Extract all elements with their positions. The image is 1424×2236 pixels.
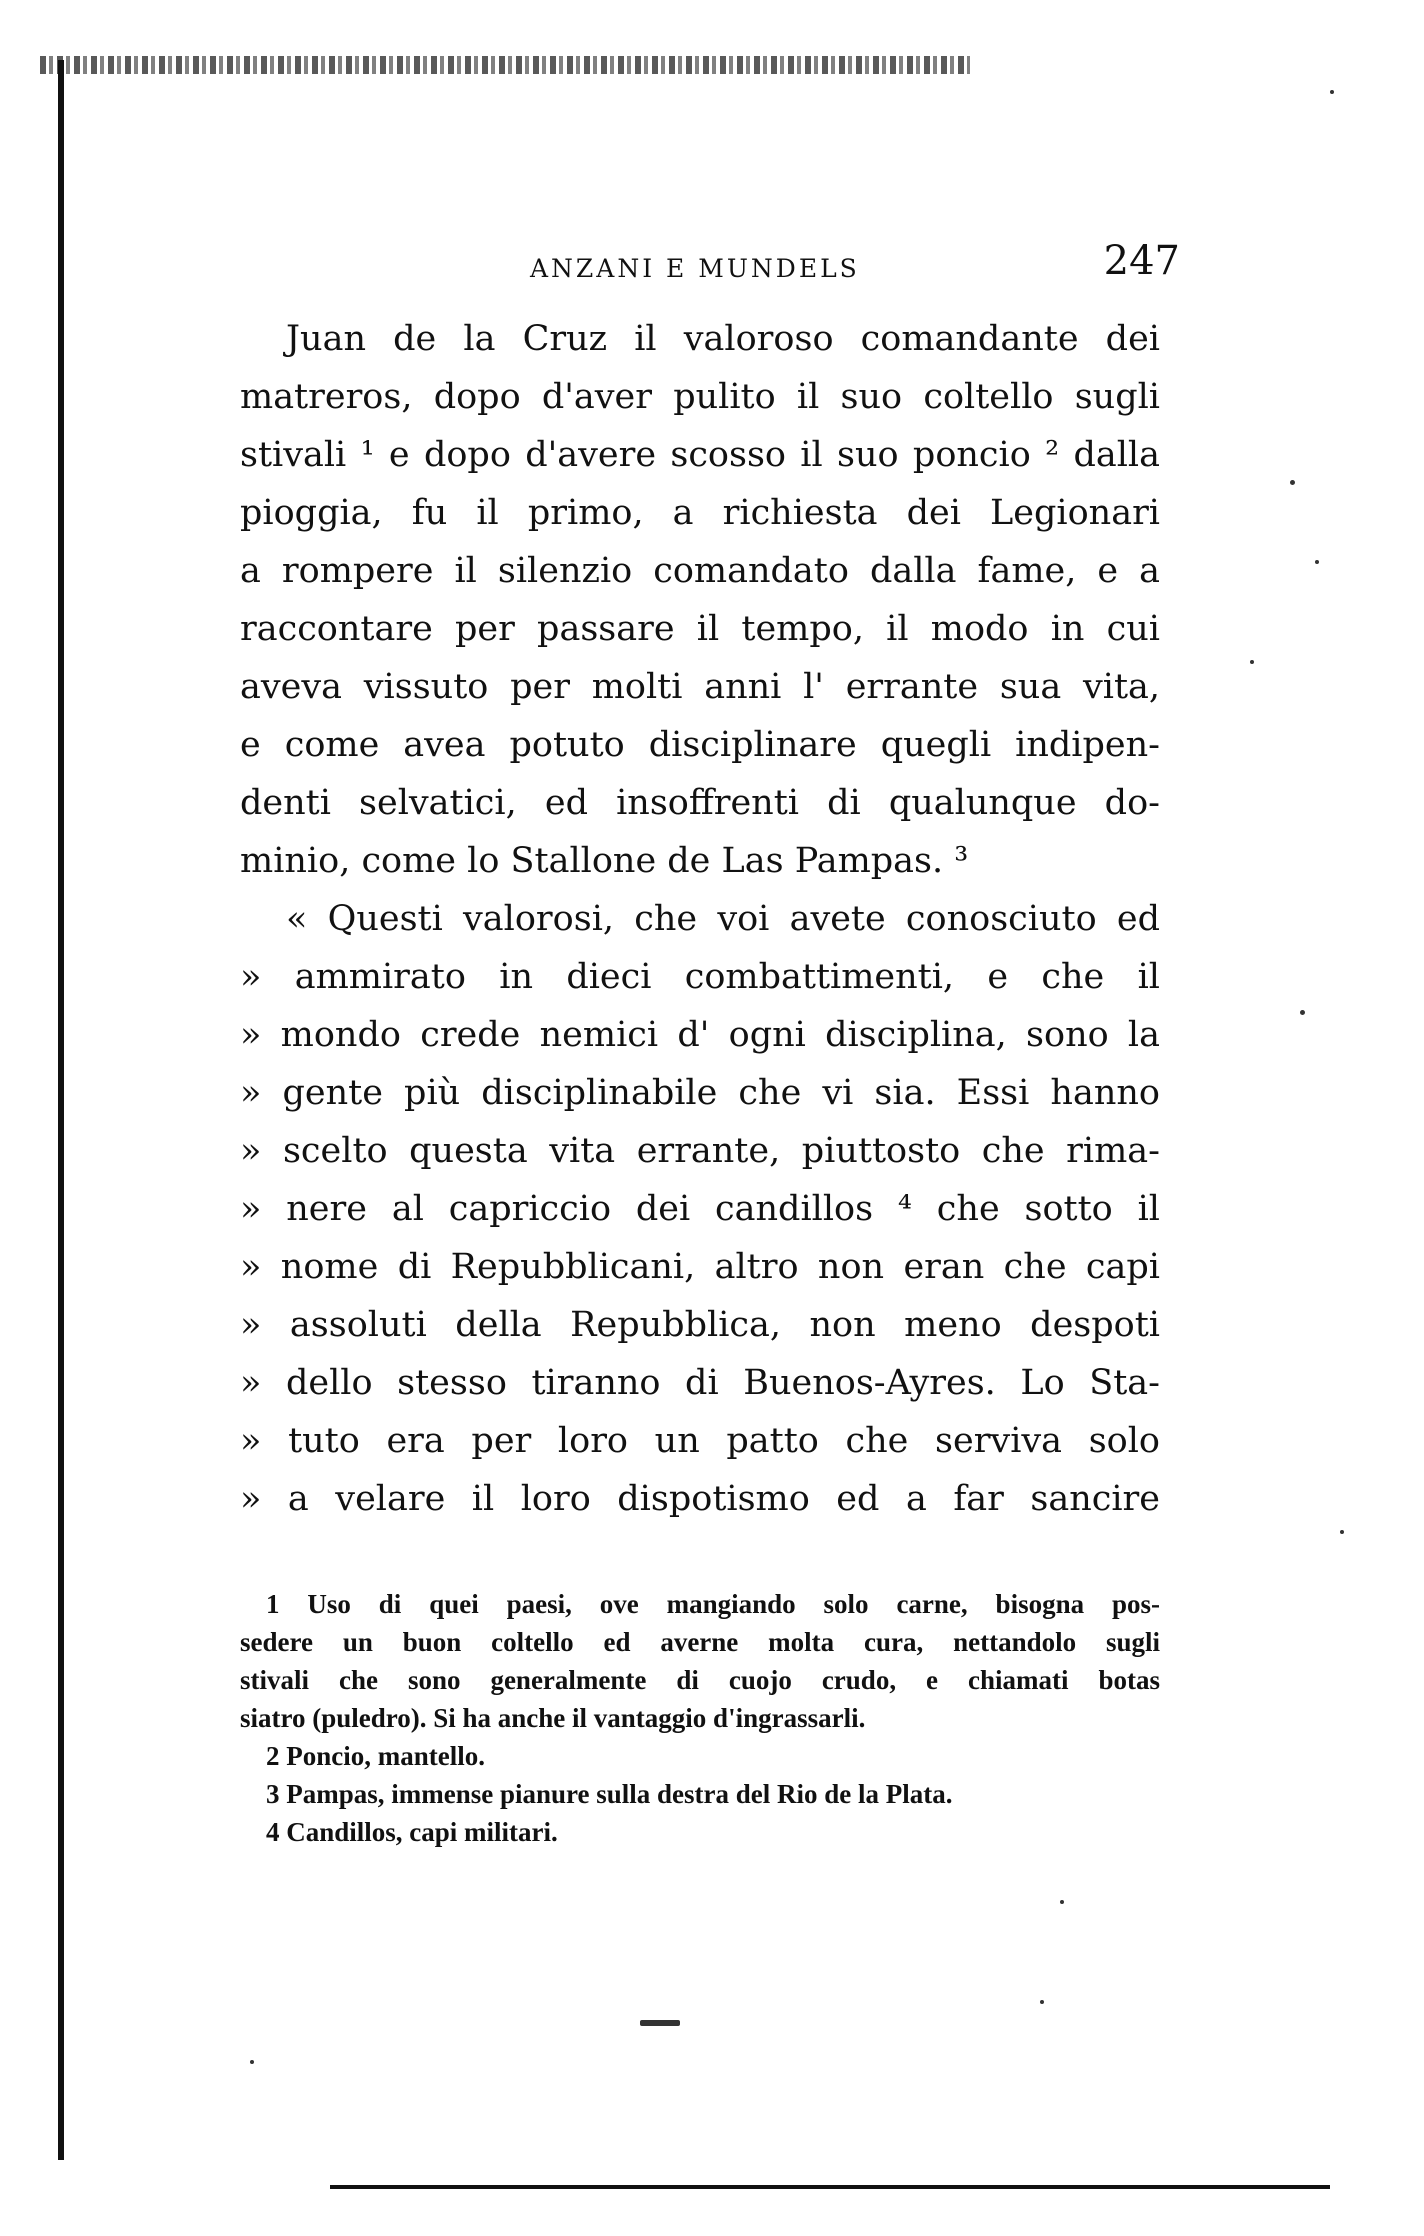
- text-line: aveva vissuto per molti anni l' errante sua vita,: [240, 667, 1160, 707]
- footnote-line: 3 Pampas, immense pianure sulla destra del Rio de la Plata.: [266, 1779, 953, 1809]
- text-line: » nome di Repubblicani, altro non eran che capi: [240, 1247, 1160, 1287]
- footnote-line: 1 Uso di quei paesi, ove mangiando solo carne, bisogna pos-: [266, 1589, 1160, 1619]
- text-line: » mondo crede nemici d' ogni disciplina, sono la: [240, 1015, 1160, 1055]
- scan-edge-top: [40, 56, 970, 74]
- text-line: matreros, dopo d'aver pulito il suo coltello sugli: [240, 377, 1160, 417]
- text-line: « Questi valorosi, che voi avete conosciuto ed: [286, 899, 1160, 939]
- text-line: denti selvatici, ed insoffrenti di qualunque do-: [240, 783, 1160, 823]
- scan-speck: [1315, 560, 1319, 564]
- scan-speck: [640, 2020, 680, 2026]
- body-text: [240, 310, 1160, 1528]
- text-line: » nere al capriccio dei candillos ⁴ che sotto il: [240, 1189, 1160, 1229]
- scan-speck: [1040, 2000, 1044, 2004]
- scan-speck: [1340, 1530, 1344, 1534]
- footnote-line: sedere un buon coltello ed averne molta cura, nettandolo sugli: [240, 1627, 1160, 1657]
- text-line: stivali ¹ e dopo d'avere scosso il suo poncio ² dalla: [240, 435, 1160, 475]
- page-number: 247: [1103, 238, 1180, 284]
- scan-edge-bottom: [330, 2185, 1330, 2189]
- footnotes: [240, 1585, 1160, 1851]
- text-line: » a velare il loro dispotismo ed a far sancire: [240, 1479, 1160, 1519]
- text-line: minio, come lo Stallone de Las Pampas. ³: [240, 841, 969, 881]
- text-line: raccontare per passare il tempo, il modo in cui: [240, 609, 1160, 649]
- page-header: [240, 238, 1180, 298]
- text-line: a rompere il silenzio comandato dalla fame, e a: [240, 551, 1160, 591]
- scan-speck: [1330, 90, 1334, 94]
- text-line: » scelto questa vita errante, piuttosto che rima-: [240, 1131, 1160, 1171]
- running-head: ANZANI E MUNDELS: [530, 254, 860, 283]
- text-line: » ammirato in dieci combattimenti, e che il: [240, 957, 1160, 997]
- text-line: Juan de la Cruz il valoroso comandante dei: [286, 319, 1160, 359]
- text-line: » dello stesso tiranno di Buenos-Ayres. Lo Sta-: [240, 1363, 1160, 1403]
- footnote-line: 4 Candillos, capi militari.: [266, 1817, 558, 1847]
- scan-speck: [1290, 480, 1295, 485]
- scan-speck: [1060, 1900, 1064, 1904]
- footnote-line: siatro (puledro). Si ha anche il vantaggio d'ingrassarli.: [240, 1703, 866, 1733]
- text-line: pioggia, fu il primo, a richiesta dei Legionari: [240, 493, 1160, 533]
- scan-speck: [250, 2060, 254, 2064]
- footnote-line: 2 Poncio, mantello.: [266, 1741, 485, 1771]
- text-line: e come avea potuto disciplinare quegli indipen-: [240, 725, 1160, 765]
- text-line: » tuto era per loro un patto che serviva solo: [240, 1421, 1160, 1461]
- scan-speck: [1250, 660, 1254, 664]
- text-line: » assoluti della Repubblica, non meno despoti: [240, 1305, 1160, 1345]
- text-line: » gente più disciplinabile che vi sia. Essi hanno: [240, 1073, 1160, 1113]
- scan-edge-left: [58, 60, 64, 2160]
- footnote-line: stivali che sono generalmente di cuojo crudo, e chiamati botas: [240, 1665, 1160, 1695]
- scan-speck: [1300, 1010, 1305, 1015]
